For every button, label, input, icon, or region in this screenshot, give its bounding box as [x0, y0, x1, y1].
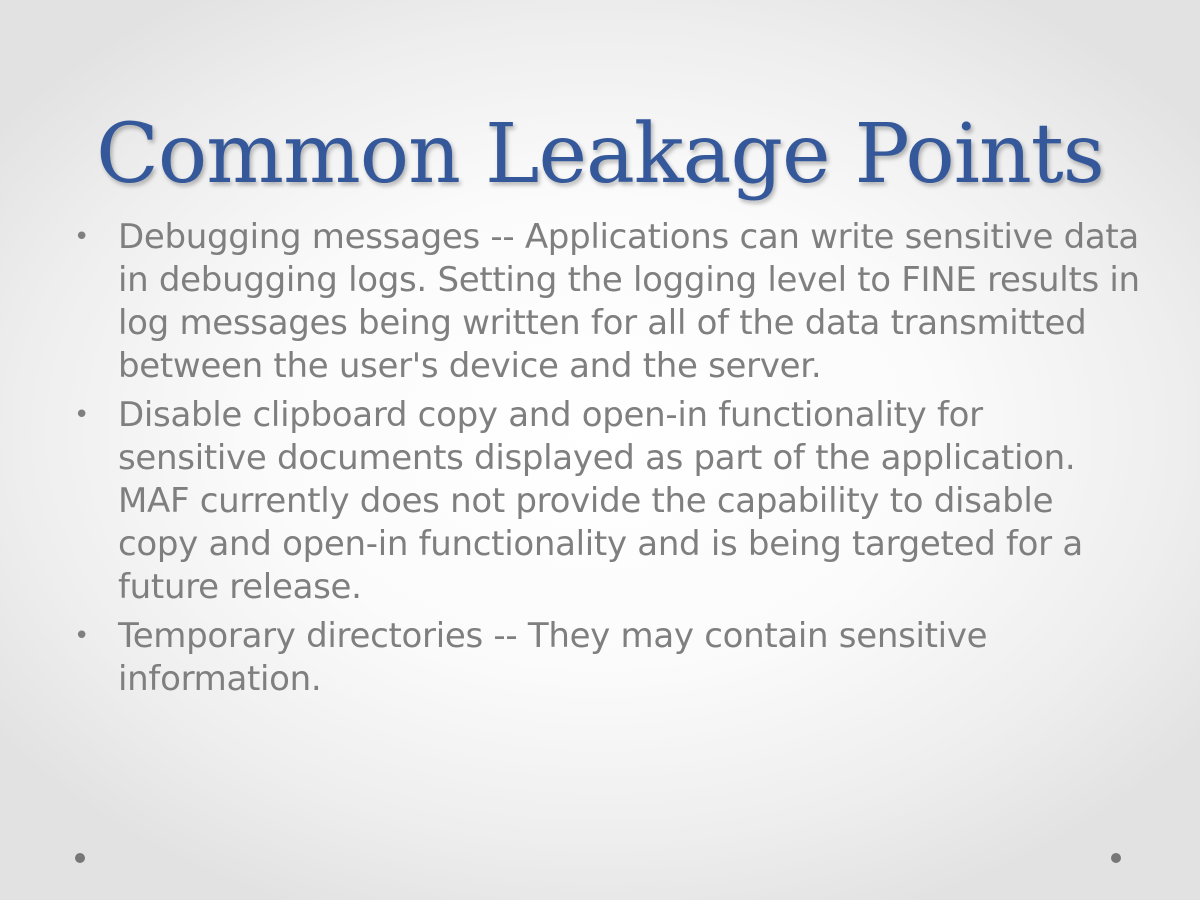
- corner-dot-icon-left: [75, 853, 85, 863]
- bullet-item-temporary-directories: [70, 615, 1140, 701]
- slide-title: Common Leakage Points: [96, 107, 1104, 202]
- bullet-text: Temporary directories -- They may contain sensitive information.: [118, 616, 988, 699]
- bullet-icon: •: [74, 222, 90, 252]
- bullet-icon: •: [74, 621, 90, 651]
- bullet-icon: •: [74, 400, 90, 430]
- bullet-item-disable-clipboard: [70, 394, 1140, 609]
- corner-dot-icon-right: [1111, 853, 1121, 863]
- bullet-text: Disable clipboard copy and open-in functionality for sensitive documents displayed as part of the application. MAF currently does not provide the capability to disable copy and open-in functionality and is being targeted for a future release.: [118, 395, 1083, 607]
- bullet-item-debugging-messages: [70, 216, 1140, 388]
- bullet-text: Debugging messages -- Applications can write sensitive data in debugging logs. Setting the logging level to FINE results in log messages being written for all of the data transmitted between the user's device and the server.: [118, 217, 1140, 386]
- bullet-list: [70, 216, 1140, 707]
